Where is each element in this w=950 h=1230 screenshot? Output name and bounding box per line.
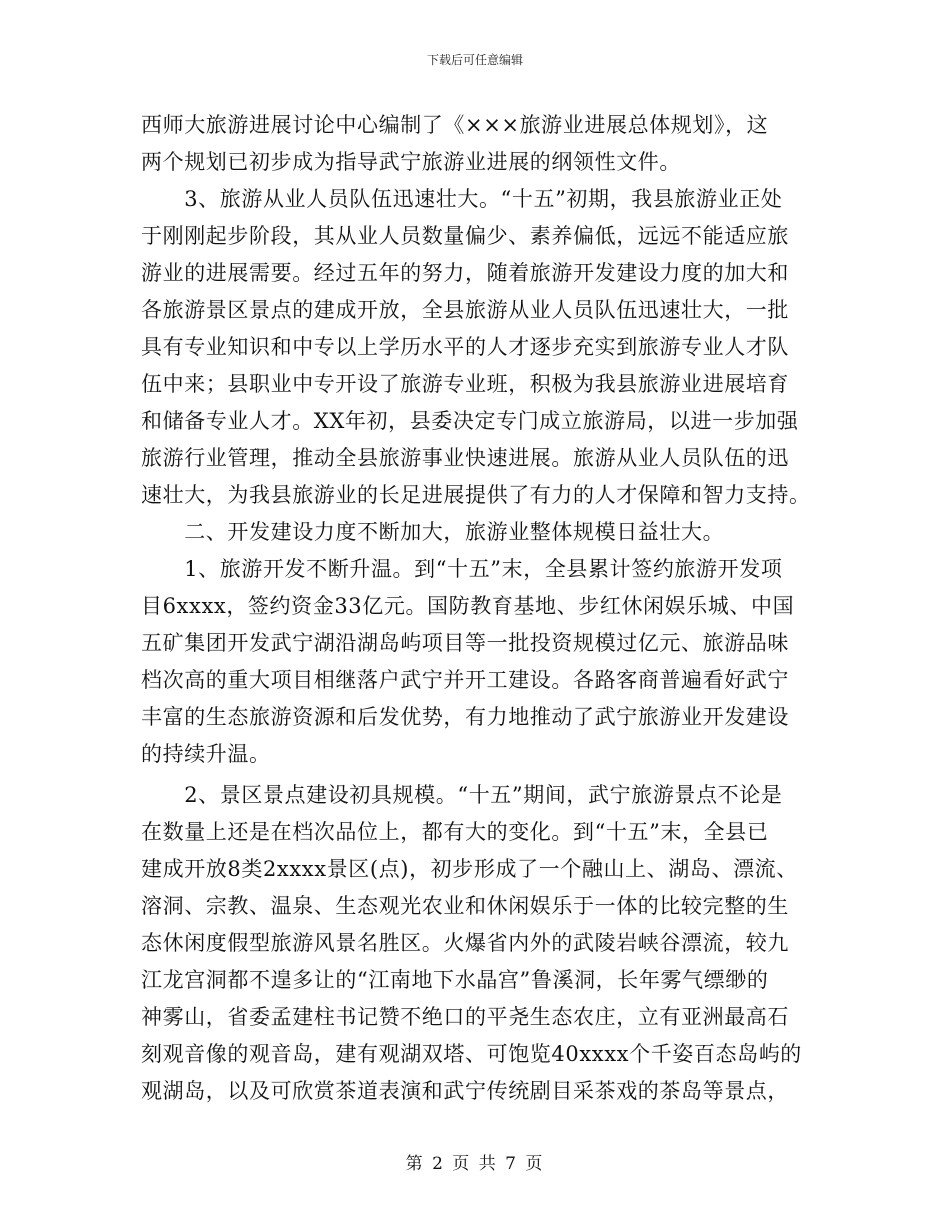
text-line: 观湖岛，以及可欣赏茶道表演和武宁传统剧目采茶戏的茶岛等景点， xyxy=(141,1079,789,1103)
section-heading: 二、开发建设力度不断加大，旅游业整体规模日益壮大。 xyxy=(141,520,725,544)
text-line: 目6xxxx，签约资金33亿元。国防教育基地、步红休闲娱乐城、中国 xyxy=(141,594,795,618)
text-line: 2、景区景点建设初具规模。“十五”期间，武宁旅游景点不论是 xyxy=(141,783,783,807)
document-body xyxy=(141,107,811,1110)
text-line: 在数量上还是在档次品位上，都有大的变化。到“十五”末，全县已 xyxy=(141,820,769,844)
text-line: 丰富的生态旅游资源和后发优势，有力地推动了武宁旅游业开发建设 xyxy=(141,705,789,729)
page-footer: 第 2 页 共 7 页 xyxy=(405,1154,545,1174)
text-line: 伍中来；县职业中专开设了旅游专业班，积极为我县旅游业进展培育 xyxy=(141,372,789,396)
text-line: 1、旅游开发不断升温。到“十五”末，全县累计签约旅游开发项 xyxy=(141,557,783,581)
page-header: 下载后可任意编辑 xyxy=(426,53,523,67)
text-line: 的持续升温。 xyxy=(141,742,271,766)
text-line: 神雾山，省委孟建柱书记赞不绝口的平尧生态农庄，立有亚洲最高石 xyxy=(141,1005,789,1029)
text-line: 两个规划已初步成为指导武宁旅游业进展的纲领性文件。 xyxy=(141,150,681,174)
text-line: 于刚刚起步阶段，其从业人员数量偏少、素养偏低，远远不能适应旅 xyxy=(141,224,789,248)
text-line: 西师大旅游进展讨论中心编制了《×××旅游业进展总体规划》，这 xyxy=(141,113,769,137)
text-line: 档次高的重大项目相继落户武宁并开工建设。各路客商普遍看好武宁 xyxy=(141,668,789,692)
text-line: 建成开放8类2xxxx景区(点)，初步形成了一个融山上、湖岛、漂流、 xyxy=(141,857,798,881)
text-line: 各旅游景区景点的建成开放，全县旅游从业人员队伍迅速壮大，一批 xyxy=(141,298,789,322)
text-line: 江龙宫洞都不遑多让的“江南地下水晶宫”鲁溪洞，长年雾气缥缈的 xyxy=(141,968,769,992)
text-line: 和储备专业人才。XX年初，县委决定专门成立旅游局，以进一步加强 xyxy=(141,409,799,433)
text-line: 溶洞、宗教、温泉、生态观光农业和休闲娱乐于一体的比较完整的生 xyxy=(141,894,789,918)
text-line: 五矿集团开发武宁湖沿湖岛屿项目等一批投资规模过亿元、旅游品味 xyxy=(141,631,789,655)
text-line: 具有专业知识和中专以上学历水平的人才逐步充实到旅游专业人才队 xyxy=(141,335,789,359)
text-line: 旅游行业管理，推动全县旅游事业快速进展。旅游从业人员队伍的迅 xyxy=(141,446,789,470)
text-line: 3、旅游从业人员队伍迅速壮大。“十五”初期，我县旅游业正处 xyxy=(141,187,783,211)
text-line: 态休闲度假型旅游风景名胜区。火爆省内外的武陵岩峡谷漂流，较九 xyxy=(141,931,789,955)
text-line: 速壮大，为我县旅游业的长足进展提供了有力的人才保障和智力支持。 xyxy=(141,483,811,507)
text-line: 刻观音像的观音岛，建有观湖双塔、可饱览40xxxx个千姿百态岛屿的 xyxy=(141,1042,802,1066)
text-line: 游业的进展需要。经过五年的努力，随着旅游开发建设力度的加大和 xyxy=(141,261,789,285)
